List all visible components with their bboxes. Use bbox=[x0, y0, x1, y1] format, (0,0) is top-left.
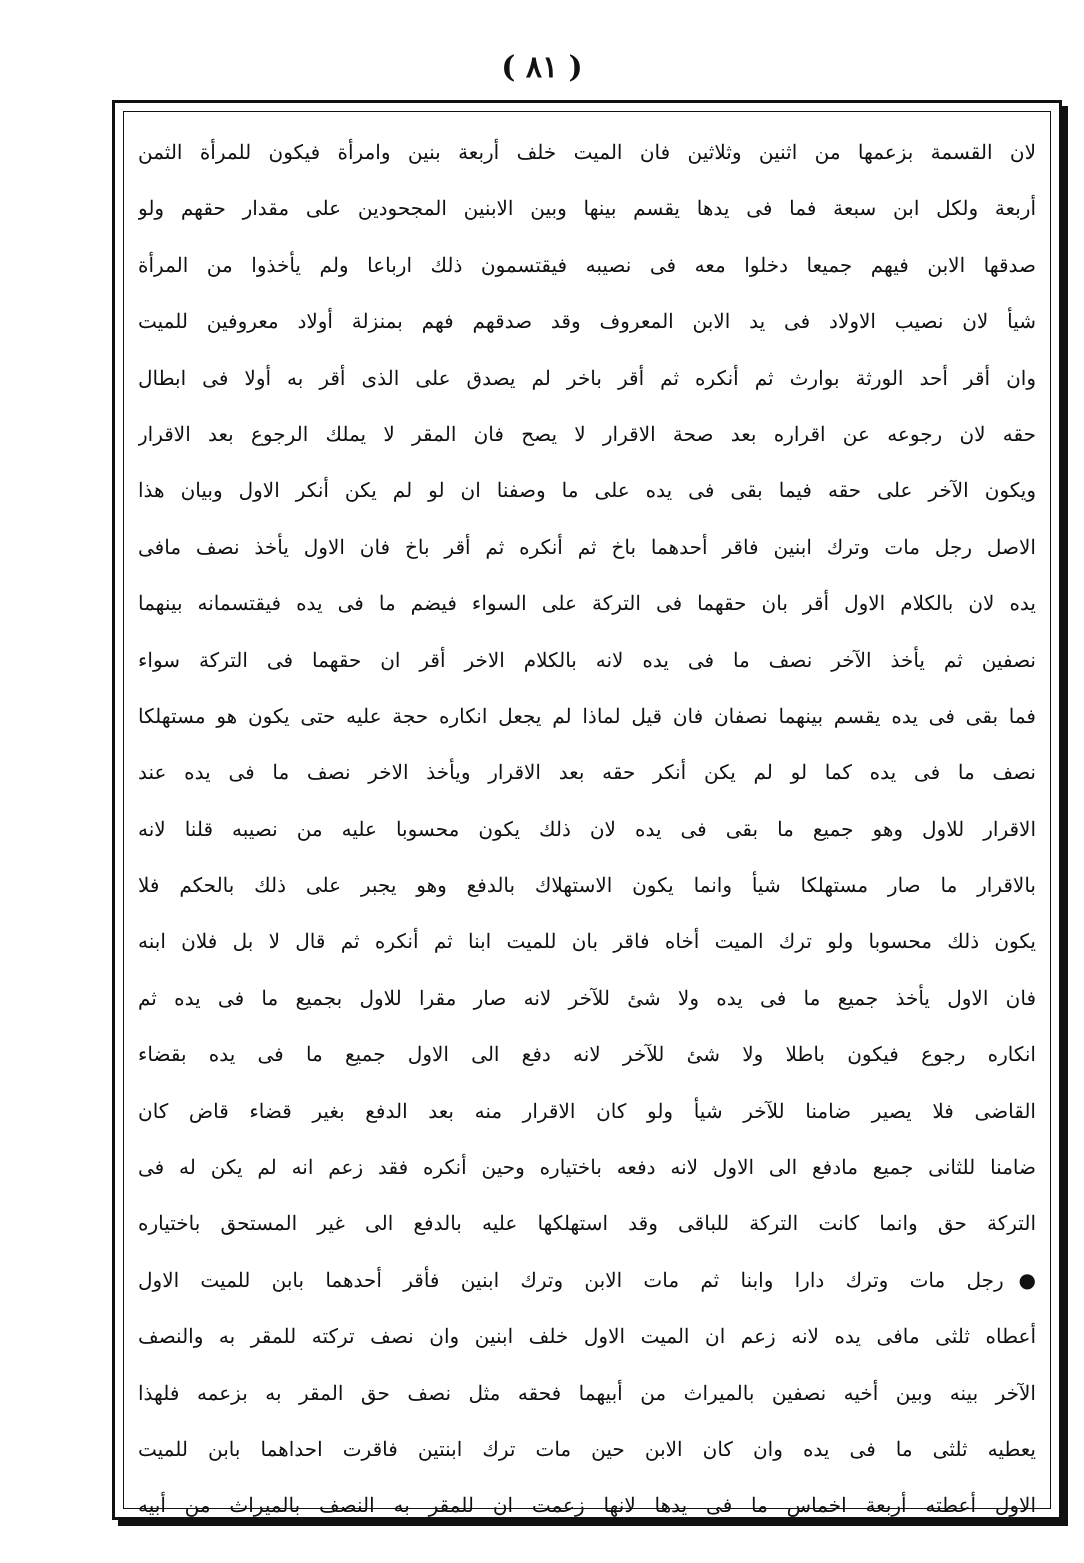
text-line: يكون ذلك محسوبا ولو ترك الميت أخاه فاقر بان للميت ابنا ثم أنكره ثم قال لا بل فلان ابنه bbox=[138, 929, 1036, 954]
page-number: ( ٨١ ) bbox=[501, 50, 583, 85]
text-line: وان أقر أحد الورثة بوارث ثم أنكره ثم أقر باخر لم يصدق على الذى أقر به أولا فى ابطال bbox=[138, 365, 1036, 390]
text-line: يعطيه ثلثى ما فى يده وان كان الابن حين مات ترك ابنتين فاقرت احداهما بابن للميت bbox=[138, 1436, 1036, 1461]
text-line: ويكون الآخر على حقه فيما بقى فى يده على ما وصفنا ان لو لم يكن أنكر الاول وبيان هذا bbox=[138, 478, 1036, 503]
text-line: لان القسمة بزعمها من اثنين وثلاثين فان الميت خلف أربعة بنين وامرأة فيكون للمرأة الثمن bbox=[138, 140, 1036, 164]
text-line: ضامنا للثانى جميع مادفع الى الاول لانه دفعه باختياره وحين أنكره فقد زعم انه لم يكن له فى bbox=[138, 1155, 1036, 1180]
text-line: بالاقرار ما صار مستهلكا شيأ وانما يكون الاستهلاك بالدفع وهو يجبر على ذلك بالحكم فلا bbox=[138, 873, 1036, 898]
text-line: نصف ما فى يده كما لو لم يكن أنكر حقه بعد الاقرار ويأخذ الاخر نصف ما فى يده عند bbox=[138, 760, 1036, 785]
text-line: صدقها الابن فيهم جميعا دخلوا معه فى نصيبه فيقتسمون ذلك ارباعا ولم يأخذوا من المرأة bbox=[138, 252, 1036, 277]
text-line: أعطاه ثلثى مافى يده لانه زعم ان الميت الاول خلف ابنين وان نصف تركته للمقر به والنصف bbox=[138, 1324, 1036, 1349]
text-line: يده لان بالكلام الاول أقر بان حقهما فى التركة على السواء فيضم ما فى يده فيقتسمانه بينهما bbox=[138, 591, 1036, 616]
text-line: التركة حق وانما كانت التركة للباقى وقد استهلكها عليه بالدفع الى غير المستحق باختياره bbox=[138, 1211, 1036, 1236]
text-line: فان الاول يأخذ جميع ما فى يده ولا شئ للآخر لانه صار مقرا للاول بجميع ما فى يده ثم bbox=[138, 985, 1036, 1010]
text-line: الاول أعطته أربعة اخماس ما فى يدها لانها زعمت ان للمقر به النصف بالميراث من أبيه bbox=[138, 1493, 1036, 1518]
text-line: ●رجل مات وترك دارا وابنا ثم مات الابن وترك ابنين فأقر أحدهما بابن للميت الاول bbox=[138, 1267, 1036, 1292]
text-line: الاصل رجل مات وترك ابنين فاقر أحدهما باخ ثم أنكره ثم أقر باخ فان الاول يأخذ نصف مافى bbox=[138, 534, 1036, 559]
text-line: شيأ لان نصيب الاولاد فى يد الابن المعروف وقد صدقهم فهم بمنزلة أولاد معروفين للميت bbox=[138, 309, 1036, 334]
text-line: الاقرار للاول وهو جميع ما بقى فى يده لان ذلك يكون محسوبا عليه من نصيبه قلنا لانه bbox=[138, 816, 1036, 841]
text-line: نصفين ثم يأخذ الآخر نصف ما فى يده لانه بالكلام الاخر أقر ان حقهما فى التركة سواء bbox=[138, 647, 1036, 672]
text-line: انكاره رجوع فيكون باطلا ولا شئ للآخر لانه دفع الى الاول جميع ما فى يده بقضاء bbox=[138, 1042, 1036, 1067]
text-line: أربعة ولكل ابن سبعة فما فى يدها يقسم بينها وبين الابنين المجحودين على مقدار حقهم ولو bbox=[138, 196, 1036, 221]
text-line: الآخر بينه وبين أخيه نصفين بالميراث من أبيهما فحقه مثل نصف حق المقر به بزعمه فلهذا bbox=[138, 1380, 1036, 1405]
text-line: حقه لان رجوعه عن اقراره بعد صحة الاقرار لا يصح فان المقر لا يملك الرجوع بعد الاقرار bbox=[138, 421, 1036, 446]
frame-shadow-right bbox=[1062, 106, 1068, 1526]
text-body bbox=[124, 112, 1050, 1518]
text-line: فما بقى فى يده يقسم بينهما نصفان فان قيل لماذا لم يجعل انكاره حجة عليه حتى يكون هو مستهلكا bbox=[138, 703, 1036, 728]
text-line: القاضى فلا يصير ضامنا للآخر شيأ ولو كان الاقرار منه بعد الدفع بغير قضاء قاض كان bbox=[138, 1098, 1036, 1123]
